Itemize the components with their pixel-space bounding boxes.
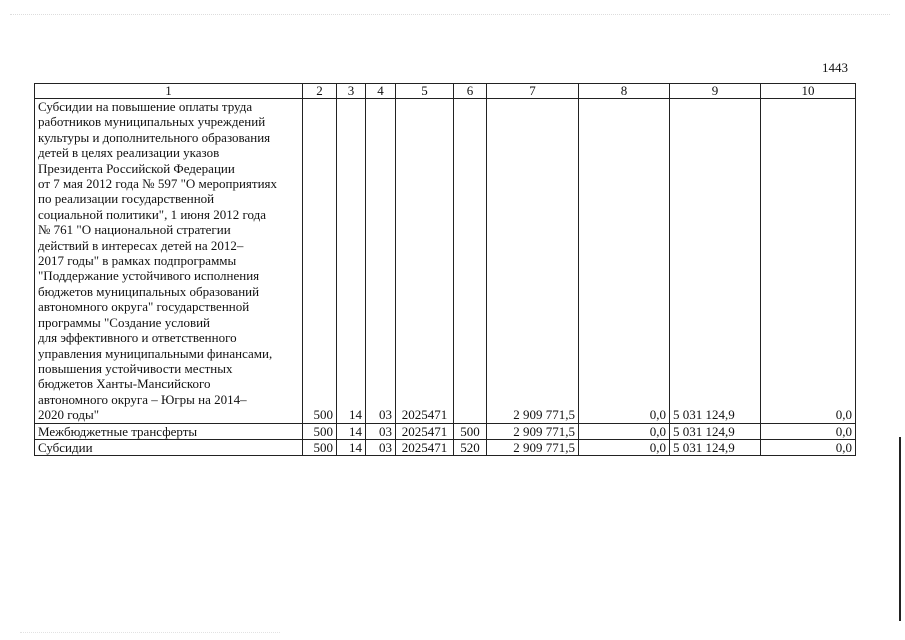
cell-subsection: 03 [366,99,396,424]
cell-amount-col10: 0,0 [761,423,856,439]
cell-amount-col9: 5 031 124,9 [670,99,761,424]
cell-amount-col7: 2 909 771,5 [487,423,579,439]
cell-amount-col9: 5 031 124,9 [670,439,761,455]
cell-amount-col8: 0,0 [579,99,670,424]
description-line: автономного округа – Югры на 2014– [38,391,247,407]
description-line: управления муниципальными финансами, [38,345,273,361]
description-line: социальной политики", 1 июня 2012 года [38,206,266,222]
description-line: автономного округа" государственной [38,299,250,315]
description-line: повышения устойчивости местных [38,360,233,376]
cell-amount-col8: 0,0 [579,423,670,439]
table-row-subsidies [35,439,856,455]
column-header-6: 6 [454,84,487,99]
description-line: Президента Российской Федерации [38,160,235,176]
table-header-row [35,84,856,99]
column-header-2: 2 [303,84,337,99]
column-header-9: 9 [670,84,761,99]
column-header-8: 8 [579,84,670,99]
budget-table [34,83,856,456]
cell-amount-col7: 2 909 771,5 [487,99,579,424]
scan-edge-line [899,437,901,621]
cell-subsection: 03 [366,423,396,439]
column-header-3: 3 [337,84,366,99]
table-row-subsidy-purpose [35,99,856,424]
description-line: детей в целях реализации указов [38,145,220,161]
cell-amount-col10: 0,0 [761,99,856,424]
table-row-interbudget-transfers [35,423,856,439]
description-line: бюджетов муниципальных образований [38,283,260,299]
cell-admin-code: 500 [303,439,337,455]
column-header-5: 5 [396,84,454,99]
cell-expense-type: 500 [454,423,487,439]
column-header-7: 7 [487,84,579,99]
description-line: 2017 годы" в рамках подпрограммы [38,253,237,269]
description-line: Субсидии на повышение оплаты труда [38,99,253,114]
description-line: культуры и дополнительного образования [38,129,271,145]
cell-section: 14 [337,439,366,455]
scan-artifact-top [10,14,890,19]
column-header-10: 10 [761,84,856,99]
description-line: бюджетов Ханты-Мансийского [38,376,211,392]
description-line: 2020 годы" [38,407,100,423]
cell-target-article: 2025471 [396,439,454,455]
description-line: № 761 "О национальной стратегии [38,222,231,238]
scan-artifact-bottom [20,632,280,636]
cell-amount-col7: 2 909 771,5 [487,439,579,455]
cell-expense-type [454,99,487,424]
row-description [35,99,303,424]
cell-amount-col10: 0,0 [761,439,856,455]
description-line: для эффективного и ответственного [38,330,237,346]
cell-subsection: 03 [366,439,396,455]
cell-target-article: 2025471 [396,99,454,424]
cell-admin-code: 500 [303,99,337,424]
column-header-4: 4 [366,84,396,99]
description-line: от 7 мая 2012 года № 597 "О мероприятиях [38,176,278,192]
column-header-1: 1 [35,84,303,99]
cell-section: 14 [337,423,366,439]
cell-expense-type: 520 [454,439,487,455]
description-line: по реализации государственной [38,191,215,207]
cell-amount-col9: 5 031 124,9 [670,423,761,439]
cell-section: 14 [337,99,366,424]
row-description: Субсидии [35,439,303,455]
row-description: Межбюджетные трансферты [35,423,303,439]
cell-target-article: 2025471 [396,423,454,439]
description-line: работников муниципальных учреждений [38,114,266,130]
description-line: действий в интересах детей на 2012– [38,237,244,253]
description-line: "Поддержание устойчивого исполнения [38,268,260,284]
description-line: программы "Создание условий [38,314,211,330]
page-number: 1443 [822,60,848,75]
cell-admin-code: 500 [303,423,337,439]
cell-amount-col8: 0,0 [579,439,670,455]
